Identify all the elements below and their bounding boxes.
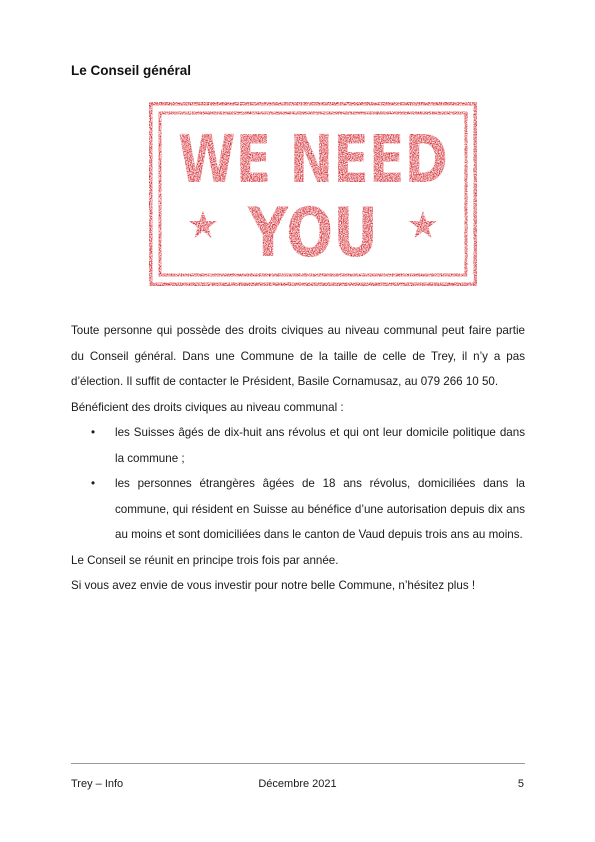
paragraph-call-to-action: Si vous avez envie de vous investir pour notre belle Commune, n’hésitez plus ! (71, 579, 476, 592)
paragraph-eligibility: Bénéficient des droits civiques au niveau communal : (71, 400, 344, 414)
bullet-icon: • (91, 477, 96, 490)
section-heading: Le Conseil général (71, 63, 192, 78)
list-item (71, 471, 525, 548)
footer-divider (71, 763, 525, 764)
stamp-line-1: WE NEED (178, 121, 448, 198)
stamp-artwork (149, 102, 477, 286)
body-content (71, 318, 525, 599)
star-icon-left (189, 211, 217, 238)
stamp-line-2: YOU (247, 194, 378, 273)
star-icon-right (409, 211, 437, 238)
footer-publication: Trey – Info (71, 778, 124, 790)
bullet-icon: • (91, 426, 96, 439)
paragraph-meetings: Le Conseil se réunit en principe trois fois par année. (71, 553, 339, 567)
list-item (71, 420, 525, 471)
footer-date: Décembre 2021 (258, 778, 337, 790)
eligibility-list (71, 420, 525, 548)
page-number: 5 (517, 778, 524, 790)
we-need-you-stamp-image (146, 99, 480, 289)
paragraph-intro: Toute personne qui possède des droits civiques au niveau communal peut faire partie du Conseil général. Dans une Commune de la taille de celle de Trey, il n’y a pas d’élection. Il suffit de contacter le Président, Basile Cornamusaz, au 079 266 10 50. (71, 324, 525, 388)
list-item-text: les personnes étrangères âgées de 18 ans révolus, domiciliées dans la commune, qui résident en Suisse au bénéfice d’une autorisation depuis dix ans au moins et sont domiciliées dans le canton de Vaud depuis trois ans au moins. (115, 477, 525, 541)
list-item-text: les Suisses âgés de dix-huit ans révolus et qui ont leur domicile politique dans la commune ; (115, 426, 525, 465)
